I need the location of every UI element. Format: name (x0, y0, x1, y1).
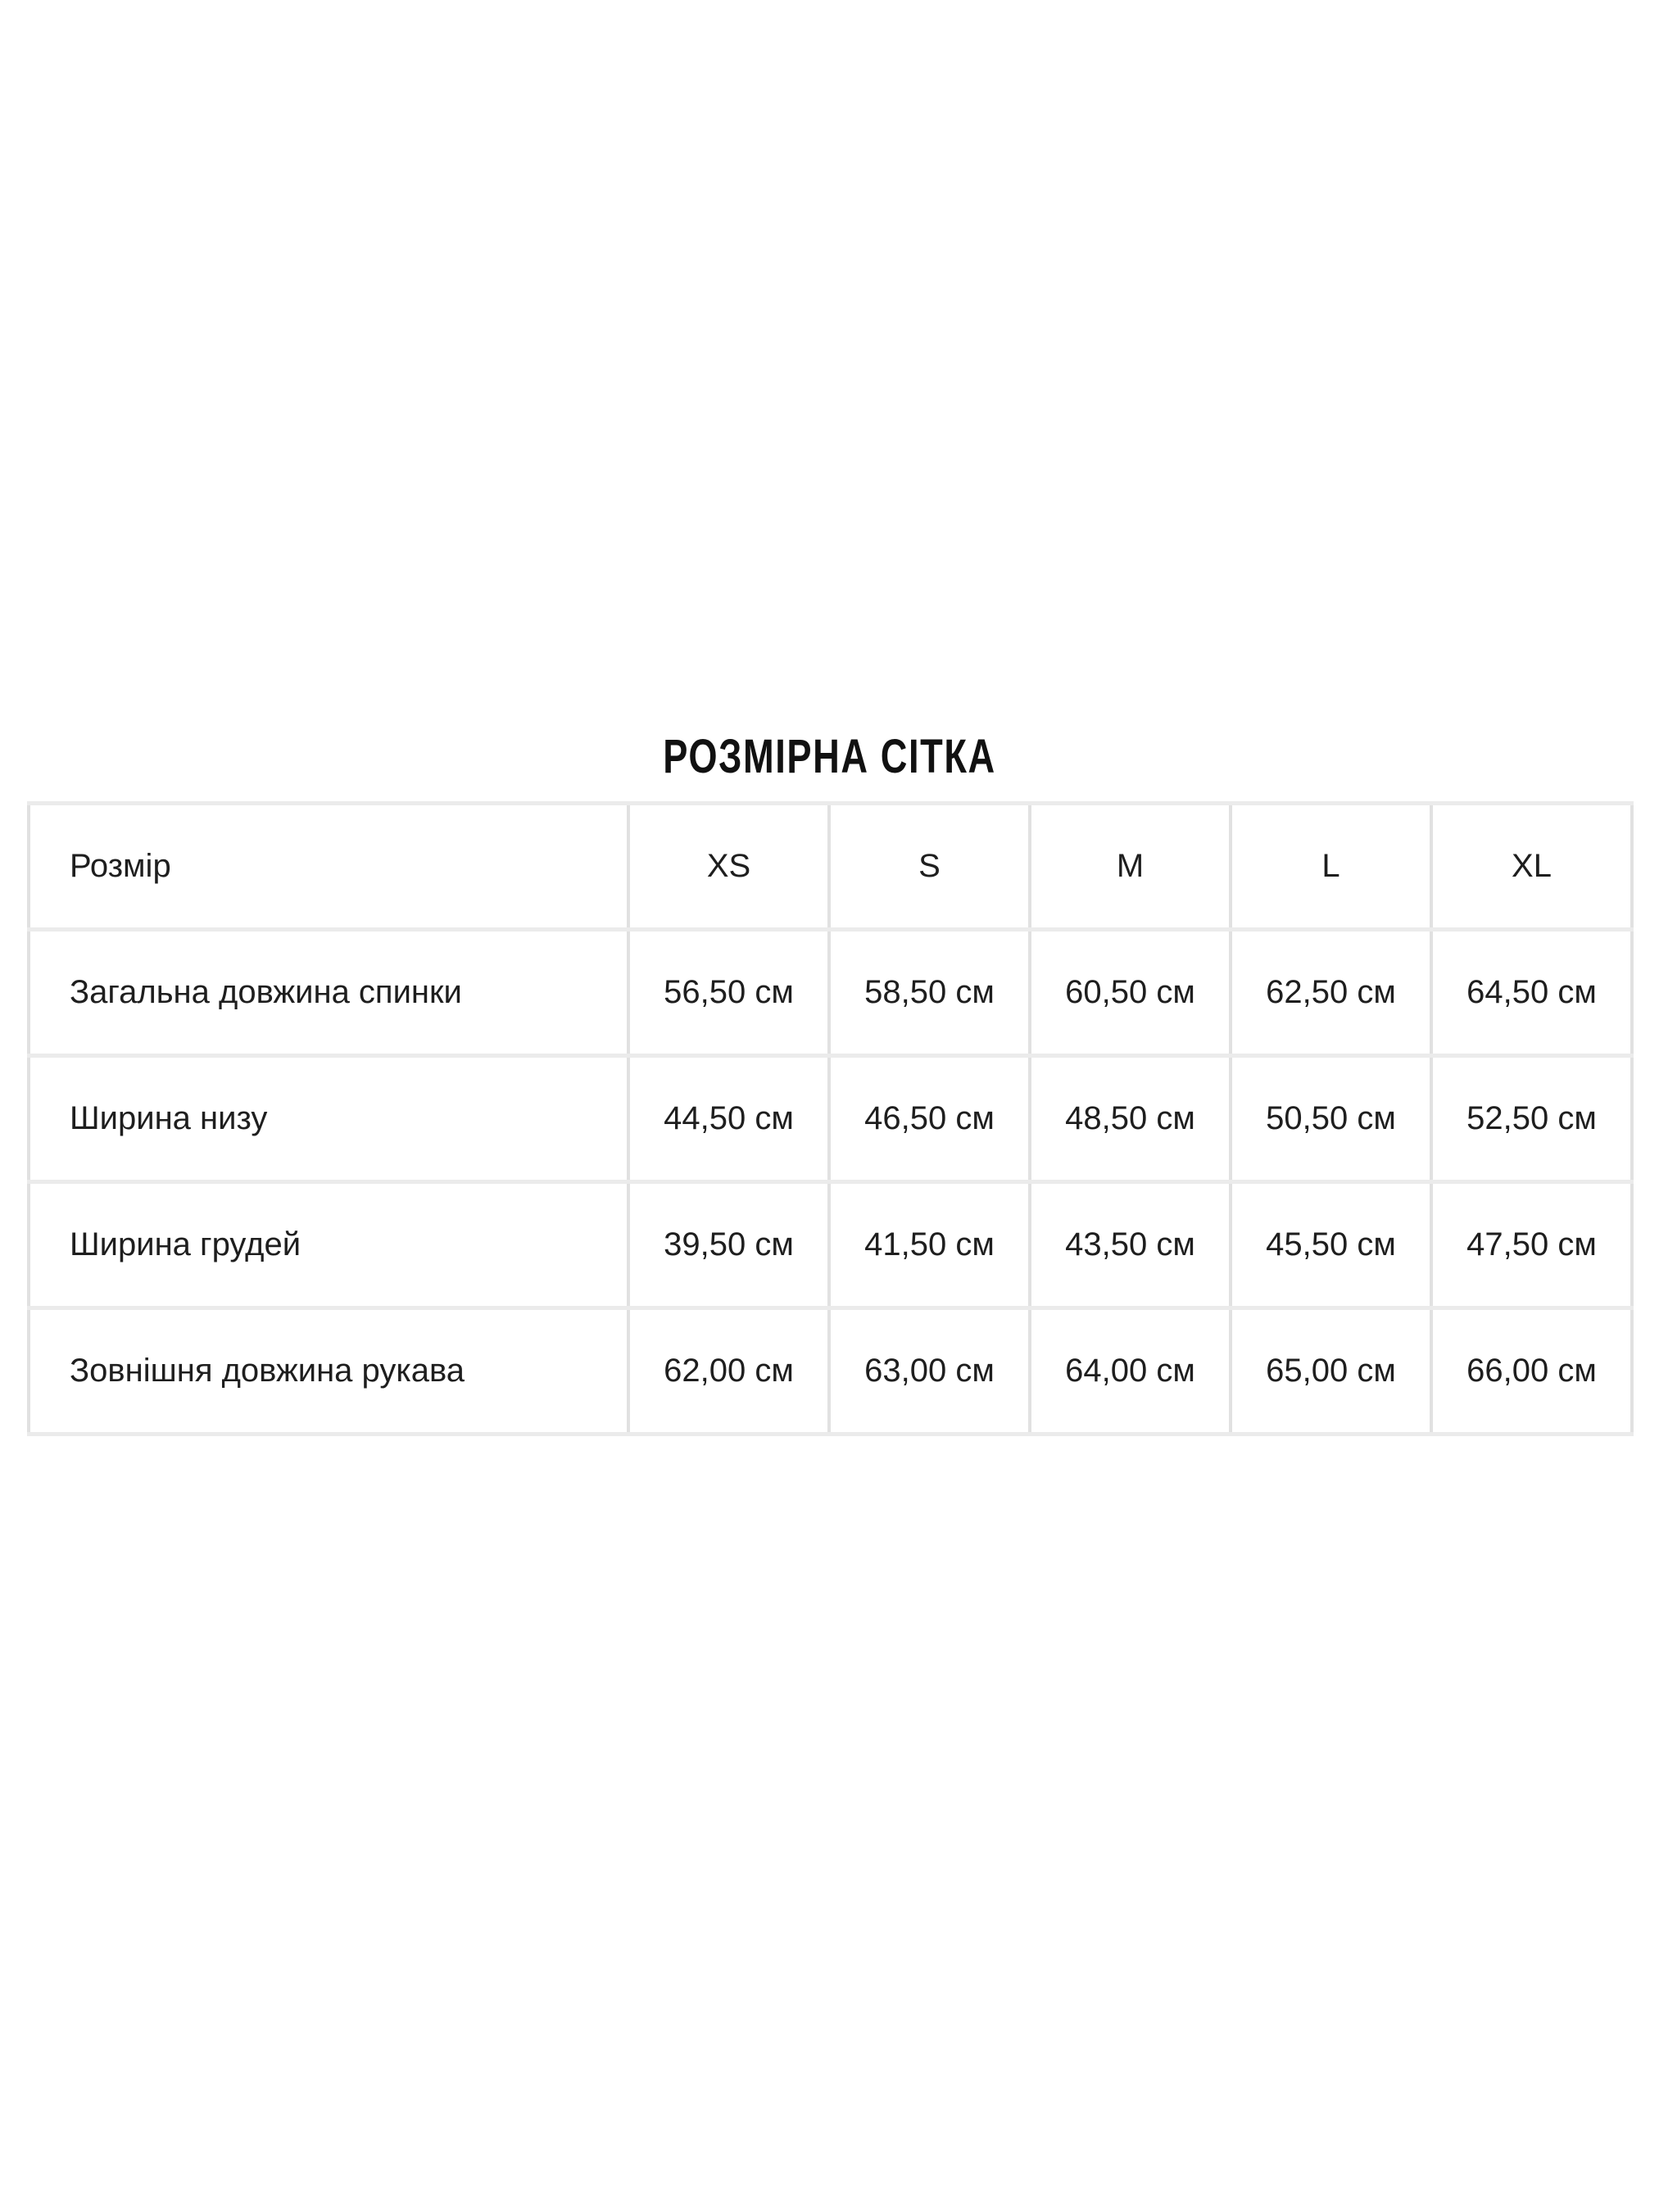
page-title: РОЗМІРНА СІТКА (663, 729, 996, 783)
value-cell: 62,00 см (628, 1308, 829, 1435)
header-cell-size-label: Розмір (29, 804, 628, 930)
table-row-bottom-width (29, 1056, 1632, 1182)
row-label: Загальна довжина спинки (29, 930, 628, 1056)
header-cell-xs: XS (628, 804, 829, 930)
value-cell: 66,00 см (1431, 1308, 1632, 1435)
table-row-back-length (29, 930, 1632, 1056)
value-cell: 64,50 см (1431, 930, 1632, 1056)
value-cell: 58,50 см (829, 930, 1030, 1056)
value-cell: 43,50 см (1030, 1182, 1231, 1308)
header-cell-l: L (1231, 804, 1431, 930)
row-label: Зовнішня довжина рукава (29, 1308, 628, 1435)
table-row-chest-width (29, 1182, 1632, 1308)
value-cell: 44,50 см (628, 1056, 829, 1182)
value-cell: 39,50 см (628, 1182, 829, 1308)
size-table-container (27, 801, 1633, 1436)
value-cell: 64,00 см (1030, 1308, 1231, 1435)
value-cell: 52,50 см (1431, 1056, 1632, 1182)
value-cell: 63,00 см (829, 1308, 1030, 1435)
size-table (27, 801, 1634, 1436)
value-cell: 45,50 см (1231, 1182, 1431, 1308)
table-row-sleeve-length (29, 1308, 1632, 1435)
value-cell: 60,50 см (1030, 930, 1231, 1056)
row-label: Ширина низу (29, 1056, 628, 1182)
value-cell: 56,50 см (628, 930, 829, 1056)
value-cell: 47,50 см (1431, 1182, 1632, 1308)
value-cell: 48,50 см (1030, 1056, 1231, 1182)
header-cell-s: S (829, 804, 1030, 930)
row-label: Ширина грудей (29, 1182, 628, 1308)
value-cell: 46,50 см (829, 1056, 1030, 1182)
value-cell: 62,50 см (1231, 930, 1431, 1056)
header-cell-m: M (1030, 804, 1231, 930)
value-cell: 41,50 см (829, 1182, 1030, 1308)
header-cell-xl: XL (1431, 804, 1632, 930)
value-cell: 50,50 см (1231, 1056, 1431, 1182)
size-table-header-row (29, 804, 1632, 930)
value-cell: 65,00 см (1231, 1308, 1431, 1435)
